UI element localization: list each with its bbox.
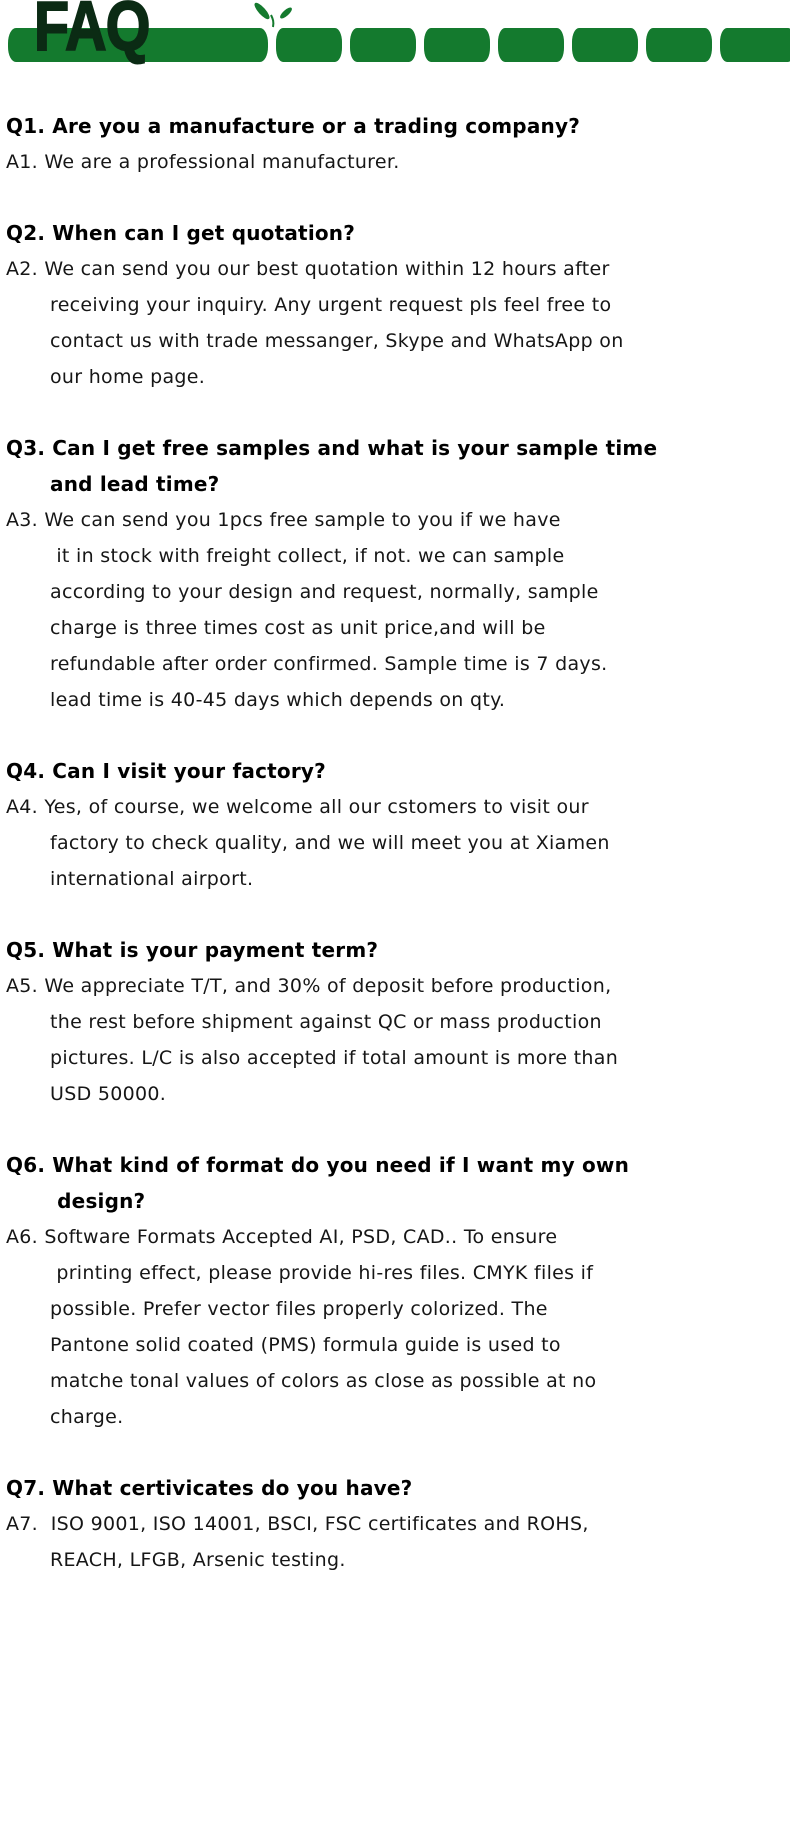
faq-list — [0, 70, 790, 1578]
faq-answer-line: receiving your inquiry. Any urgent request pls feel free to — [50, 294, 612, 316]
faq-answer-line: A3. We can send you 1pcs free sample to you if we have — [6, 509, 561, 531]
faq-answer-line: USD 50000. — [50, 1083, 167, 1105]
faq-answer-line: REACH, LFGB, Arsenic testing. — [50, 1549, 346, 1571]
faq-answer-line: possible. Prefer vector files properly colorized. The — [50, 1298, 548, 1320]
faq-answer-line: A1. We are a professional manufacturer. — [6, 151, 400, 173]
faq-question-line: Q3. Can I get free samples and what is your sample time — [6, 436, 658, 460]
faq-question-line: and lead time? — [50, 472, 220, 496]
faq-question — [6, 430, 782, 502]
faq-answer-line: contact us with trade messanger, Skype and WhatsApp on — [50, 330, 624, 352]
faq-answer-line: refundable after order confirmed. Sample time is 7 days. — [50, 653, 608, 675]
faq-answer-line: our home page. — [50, 366, 206, 388]
faq-question-line: Q2. When can I get quotation? — [6, 221, 356, 245]
faq-answer — [6, 1219, 782, 1435]
faq-item — [6, 215, 782, 395]
faq-item — [6, 430, 782, 718]
faq-answer-line: according to your design and request, normally, sample — [50, 581, 599, 603]
faq-answer-line: factory to check quality, and we will meet you at Xiamen — [50, 832, 610, 854]
faq-item — [6, 108, 782, 180]
faq-answer — [6, 144, 782, 180]
faq-answer — [6, 968, 782, 1112]
bamboo-leaf-icon — [252, 1, 293, 27]
faq-answer-line: international airport. — [50, 868, 254, 890]
faq-answer-line: A4. Yes, of course, we welcome all our cstomers to visit our — [6, 796, 589, 818]
faq-answer-line: matche tonal values of colors as close as possible at no — [50, 1370, 597, 1392]
faq-answer-line: A6. Software Formats Accepted AI, PSD, CAD.. To ensure — [6, 1226, 558, 1248]
faq-answer-line: Pantone solid coated (PMS) formula guide is used to — [50, 1334, 561, 1356]
faq-banner — [0, 0, 790, 70]
faq-question — [6, 1147, 782, 1219]
faq-answer-line: charge is three times cost as unit price,and will be — [50, 617, 546, 639]
faq-item — [6, 932, 782, 1112]
faq-item — [6, 1470, 782, 1578]
faq-question-line: design? — [50, 1189, 146, 1213]
faq-answer-line: printing effect, please provide hi-res files. CMYK files if — [50, 1262, 594, 1284]
faq-answer-line: lead time is 40-45 days which depends on qty. — [50, 689, 506, 711]
faq-question-line: Q5. What is your payment term? — [6, 938, 379, 962]
faq-item — [6, 753, 782, 897]
faq-question — [6, 215, 782, 251]
faq-answer-line: the rest before shipment against QC or mass production — [50, 1011, 602, 1033]
faq-answer-line: A7. ISO 9001, ISO 14001, BSCI, FSC certificates and ROHS, — [6, 1513, 589, 1535]
faq-answer — [6, 1506, 782, 1578]
faq-question — [6, 753, 782, 789]
faq-question — [6, 108, 782, 144]
page-title: FAQ — [34, 0, 150, 65]
faq-answer-line: A2. We can send you our best quotation within 12 hours after — [6, 258, 610, 280]
faq-answer-line: it in stock with freight collect, if not. we can sample — [50, 545, 565, 567]
faq-answer — [6, 789, 782, 897]
faq-answer — [6, 251, 782, 395]
faq-question — [6, 1470, 782, 1506]
faq-answer-line: A5. We appreciate T/T, and 30% of deposit before production, — [6, 975, 612, 997]
faq-question — [6, 932, 782, 968]
faq-question-line: Q4. Can I visit your factory? — [6, 759, 326, 783]
faq-question-line: Q7. What certivicates do you have? — [6, 1476, 413, 1500]
faq-question-line: Q6. What kind of format do you need if I want my own — [6, 1153, 630, 1177]
faq-answer-line: pictures. L/C is also accepted if total amount is more than — [50, 1047, 619, 1069]
faq-item — [6, 1147, 782, 1435]
faq-answer — [6, 502, 782, 718]
faq-question-line: Q1. Are you a manufacture or a trading company? — [6, 114, 580, 138]
faq-answer-line: charge. — [50, 1406, 124, 1428]
